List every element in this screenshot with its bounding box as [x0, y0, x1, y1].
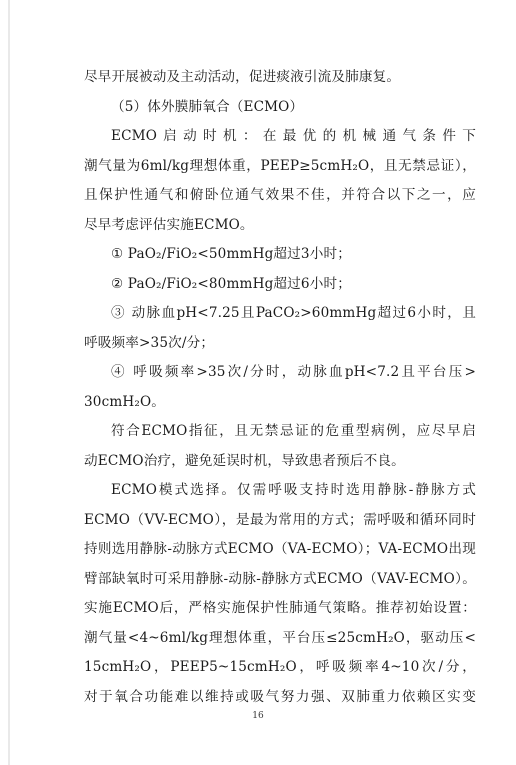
paragraph-line: 潮气量为6ml/kg理想体重，PEEP≥5cmH₂O，且无禁忌证），	[84, 157, 476, 174]
paragraph-line: ECMO（VV-ECMO），是最为常用的方式；需呼吸和循环同时	[84, 511, 476, 528]
paragraph-line: 对于氧合功能难以维持或吸气努力强、双肺重力依赖区实变	[84, 688, 476, 705]
paragraph-line: 符合ECMO指征，且无禁忌证的危重型病例，应尽早启	[111, 423, 476, 439]
paragraph-line: 且保护性通气和俯卧位通气效果不佳，并符合以下之一，应	[84, 187, 476, 203]
paragraph-line: 持则选用静脉-动脉方式ECMO（VA-ECMO）；VA-ECMO出现	[84, 541, 476, 557]
section-heading-ecmo: （5）体外膜肺氧合（ECMO）	[111, 98, 304, 115]
criteria-item-3: ③ 动脉血pH<7.25且PaCO₂>60mmHg超过6小时，且	[111, 305, 476, 321]
criteria-item-4: ④ 呼吸频率>35次/分时，动脉血pH<7.2且平台压>	[111, 364, 476, 380]
paragraph-line: 动ECMO治疗，避免延误时机，导致患者预后不良。	[84, 452, 405, 469]
paragraph-line: 30cmH₂O。	[84, 393, 166, 410]
criteria-item-2: ② PaO₂/FiO₂<80mmHg超过6小时；	[111, 275, 351, 292]
paragraph-line: 潮气量<4~6ml/kg理想体重，平台压≤25cmH₂O，驱动压<	[84, 629, 476, 646]
paragraph-line: 实施ECMO后，严格实施保护性肺通气策略。推荐初始设置：	[84, 600, 476, 616]
paragraph-line: 尽早考虑评估实施ECMO。	[84, 216, 254, 233]
paragraph-line: 尽早开展被动及主动活动，促进痰液引流及肺康复。	[84, 69, 401, 85]
paragraph-line: ECMO模式选择。仅需呼吸支持时选用静脉-静脉方式	[111, 482, 476, 498]
page-number: 16	[252, 711, 264, 721]
criteria-item-1: ① PaO₂/FiO₂<50mmHg超过3小时；	[111, 246, 351, 262]
paragraph-line: 臂部缺氧时可采用静脉-动脉-静脉方式ECMO（VAV-ECMO）。	[84, 570, 476, 587]
paragraph-line: 呼吸频率>35次/分；	[84, 334, 215, 351]
paragraph-line: ECMO启动时机：在最优的机械通气条件下	[111, 128, 476, 144]
page-edge-divider	[8, 0, 10, 765]
paragraph-line: 15cmH₂O，PEEP5~15cmH₂O，呼吸频率4~10次/分，	[84, 659, 476, 675]
body-text	[84, 63, 476, 712]
